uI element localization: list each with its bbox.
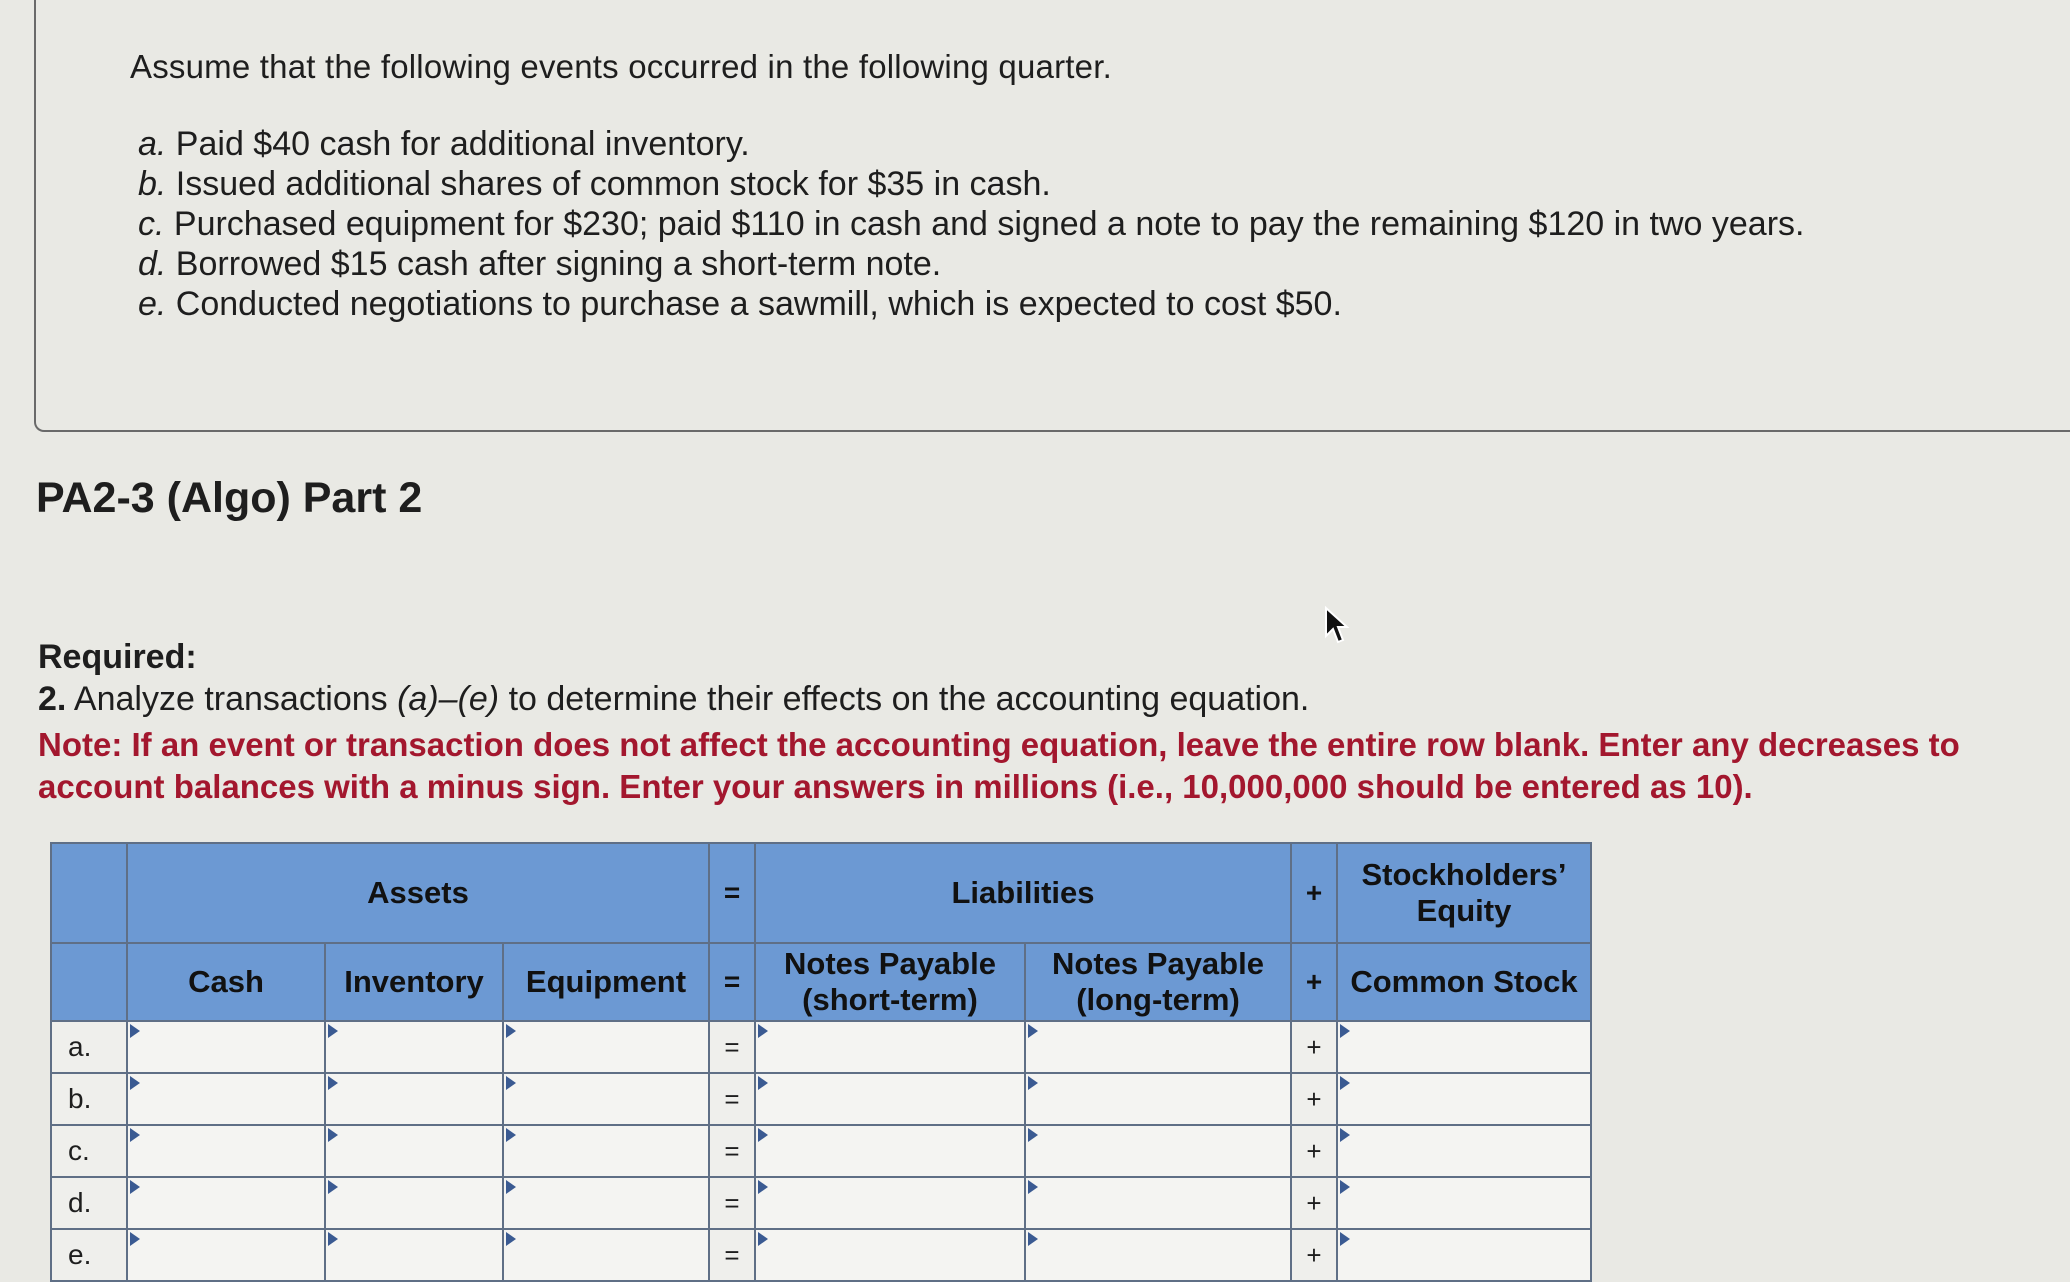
notes-payable-long-input[interactable] <box>1026 1074 1290 1124</box>
event-item <box>138 124 1804 164</box>
table-row <box>51 1177 1591 1229</box>
cash-input[interactable] <box>128 1230 324 1280</box>
equals-sign: = <box>709 1177 755 1229</box>
header-blank <box>51 943 127 1021</box>
accounting-equation-table <box>50 842 1592 1282</box>
event-letter: a. <box>138 125 167 163</box>
notes-payable-long-input-cell[interactable] <box>1025 1073 1291 1125</box>
required-instruction <box>38 680 1309 719</box>
common-stock-input-cell[interactable] <box>1337 1021 1591 1073</box>
event-item <box>138 204 1804 244</box>
part-title: PA2-3 (Algo) Part 2 <box>36 474 423 522</box>
common-stock-input[interactable] <box>1338 1178 1590 1228</box>
common-stock-input[interactable] <box>1338 1022 1590 1072</box>
notes-payable-short-input[interactable] <box>756 1126 1024 1176</box>
cash-input[interactable] <box>128 1178 324 1228</box>
mouse-cursor-icon <box>1324 606 1350 646</box>
notes-payable-short-input[interactable] <box>756 1178 1024 1228</box>
notes-payable-short-input-cell[interactable] <box>755 1021 1025 1073</box>
equipment-input[interactable] <box>504 1126 708 1176</box>
required-number: 2. <box>38 680 67 718</box>
plus-sign: + <box>1291 1177 1337 1229</box>
equipment-input[interactable] <box>504 1074 708 1124</box>
event-text: Conducted negotiations to purchase a sawmill, which is expected to cost $50. <box>166 285 1342 323</box>
instruction-text-after: to determine their effects on the accounting equation. <box>499 680 1310 718</box>
common-stock-input-cell[interactable] <box>1337 1177 1591 1229</box>
common-stock-input[interactable] <box>1338 1230 1590 1280</box>
notes-payable-short-input-cell[interactable] <box>755 1125 1025 1177</box>
table-header-groups <box>51 843 1591 943</box>
header-equipment: Equipment <box>503 943 709 1021</box>
instruction-range: (a)–(e) <box>397 680 500 718</box>
header-notes-payable-long: Notes Payable (long-term) <box>1025 943 1291 1021</box>
common-stock-input-cell[interactable] <box>1337 1229 1591 1281</box>
equipment-input[interactable] <box>504 1022 708 1072</box>
problem-intro: Assume that the following events occurred in the following quarter. <box>130 48 1112 85</box>
event-letter: e. <box>138 285 167 323</box>
notes-payable-short-input[interactable] <box>756 1074 1024 1124</box>
header-cash: Cash <box>127 943 325 1021</box>
notes-payable-short-input-cell[interactable] <box>755 1177 1025 1229</box>
cash-input-cell[interactable] <box>127 1021 325 1073</box>
cash-input[interactable] <box>128 1126 324 1176</box>
equals-sign: = <box>709 1125 755 1177</box>
plus-sign: + <box>1291 1073 1337 1125</box>
event-letter: c. <box>138 205 165 243</box>
plus-sign: + <box>1291 1229 1337 1281</box>
event-item <box>138 164 1804 204</box>
header-liabilities: Liabilities <box>755 843 1291 943</box>
notes-payable-long-input[interactable] <box>1026 1022 1290 1072</box>
header-assets: Assets <box>127 843 709 943</box>
plus-sign: + <box>1291 1125 1337 1177</box>
notes-payable-long-input[interactable] <box>1026 1178 1290 1228</box>
header-equals: = <box>709 943 755 1021</box>
equals-sign: = <box>709 1073 755 1125</box>
header-inventory: Inventory <box>325 943 503 1021</box>
notes-payable-short-input-cell[interactable] <box>755 1229 1025 1281</box>
event-text: Borrowed $15 cash after signing a short-term note. <box>166 245 942 283</box>
events-list <box>138 124 1804 324</box>
equipment-input[interactable] <box>504 1178 708 1228</box>
notes-payable-long-input-cell[interactable] <box>1025 1229 1291 1281</box>
inventory-input-cell[interactable] <box>325 1073 503 1125</box>
common-stock-input[interactable] <box>1338 1074 1590 1124</box>
header-equals: = <box>709 843 755 943</box>
table-row <box>51 1073 1591 1125</box>
event-letter: d. <box>138 245 167 283</box>
header-blank <box>51 843 127 943</box>
row-label: a. <box>51 1021 127 1073</box>
inventory-input[interactable] <box>326 1230 502 1280</box>
cash-input[interactable] <box>128 1022 324 1072</box>
equals-sign: = <box>709 1229 755 1281</box>
notes-payable-long-input[interactable] <box>1026 1230 1290 1280</box>
inventory-input-cell[interactable] <box>325 1177 503 1229</box>
header-common-stock: Common Stock <box>1337 943 1591 1021</box>
event-item <box>138 244 1804 284</box>
equipment-input[interactable] <box>504 1230 708 1280</box>
notes-payable-short-input[interactable] <box>756 1022 1024 1072</box>
header-plus: + <box>1291 843 1337 943</box>
equals-sign: = <box>709 1021 755 1073</box>
common-stock-input[interactable] <box>1338 1126 1590 1176</box>
equipment-input-cell[interactable] <box>503 1177 709 1229</box>
cash-input-cell[interactable] <box>127 1073 325 1125</box>
header-notes-payable-short: Notes Payable (short-term) <box>755 943 1025 1021</box>
notes-payable-short-input-cell[interactable] <box>755 1073 1025 1125</box>
inventory-input[interactable] <box>326 1074 502 1124</box>
equipment-input-cell[interactable] <box>503 1073 709 1125</box>
inventory-input-cell[interactable] <box>325 1021 503 1073</box>
row-label: c. <box>51 1125 127 1177</box>
event-letter: b. <box>138 165 167 203</box>
equipment-input-cell[interactable] <box>503 1125 709 1177</box>
table-row <box>51 1229 1591 1281</box>
cash-input-cell[interactable] <box>127 1229 325 1281</box>
header-plus: + <box>1291 943 1337 1021</box>
cash-input-cell[interactable] <box>127 1177 325 1229</box>
inventory-input-cell[interactable] <box>325 1229 503 1281</box>
row-label: d. <box>51 1177 127 1229</box>
table-row <box>51 1125 1591 1177</box>
common-stock-input-cell[interactable] <box>1337 1125 1591 1177</box>
inventory-input[interactable] <box>326 1126 502 1176</box>
inventory-input[interactable] <box>326 1178 502 1228</box>
row-label: b. <box>51 1073 127 1125</box>
notes-payable-long-input-cell[interactable] <box>1025 1177 1291 1229</box>
inventory-input-cell[interactable] <box>325 1125 503 1177</box>
header-stockholders-equity: Stockholders’ Equity <box>1337 843 1591 943</box>
notes-payable-long-input-cell[interactable] <box>1025 1021 1291 1073</box>
table-header-columns <box>51 943 1591 1021</box>
notes-payable-long-input-cell[interactable] <box>1025 1125 1291 1177</box>
common-stock-input-cell[interactable] <box>1337 1073 1591 1125</box>
notes-payable-long-input[interactable] <box>1026 1126 1290 1176</box>
event-item <box>138 284 1804 324</box>
event-text: Purchased equipment for $230; paid $110 in cash and signed a note to pay the remaining $120 in two years. <box>164 205 1805 243</box>
instruction-text-before: Analyze transactions <box>66 680 398 718</box>
equipment-input-cell[interactable] <box>503 1021 709 1073</box>
plus-sign: + <box>1291 1021 1337 1073</box>
notes-payable-short-input[interactable] <box>756 1230 1024 1280</box>
row-label: e. <box>51 1229 127 1281</box>
inventory-input[interactable] <box>326 1022 502 1072</box>
equipment-input-cell[interactable] <box>503 1229 709 1281</box>
event-text: Paid $40 cash for additional inventory. <box>166 125 750 163</box>
required-label: Required: <box>38 638 197 676</box>
event-text: Issued additional shares of common stock for $35 in cash. <box>166 165 1051 203</box>
table-row <box>51 1021 1591 1073</box>
required-note: Note: If an event or transaction does not affect the accounting equation, leave the entire row blank. Enter any decreases to account balances with a minus sign. Enter your answers in millions (i.e., 10,000,000 should be entered as 10). <box>38 726 1960 805</box>
cash-input-cell[interactable] <box>127 1125 325 1177</box>
cash-input[interactable] <box>128 1074 324 1124</box>
